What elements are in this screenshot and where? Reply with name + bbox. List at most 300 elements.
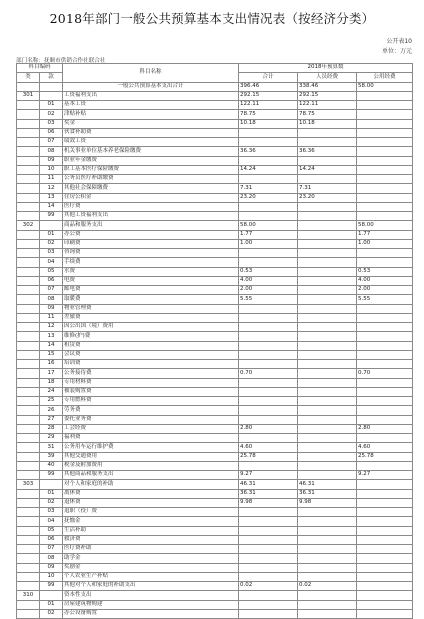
table-row bbox=[17, 286, 413, 295]
table-row bbox=[17, 554, 413, 563]
budget-table bbox=[16, 63, 413, 619]
total-cell bbox=[239, 415, 298, 424]
item-code-cell bbox=[40, 91, 63, 100]
subject-name-cell: 会议费 bbox=[63, 350, 239, 359]
public-cell bbox=[357, 184, 413, 193]
class-code-cell bbox=[17, 369, 40, 378]
total-cell bbox=[239, 387, 298, 396]
class-code-cell bbox=[17, 526, 40, 535]
personnel-cell: 23.20 bbox=[298, 193, 357, 202]
item-code-cell: 39 bbox=[40, 452, 63, 461]
table-row bbox=[17, 582, 413, 591]
subject-name-cell: 租赁费 bbox=[63, 341, 239, 350]
personnel-cell bbox=[298, 138, 357, 147]
subject-name-cell: 办公费 bbox=[63, 230, 239, 239]
total-cell: 58.00 bbox=[239, 221, 298, 230]
public-cell bbox=[357, 600, 413, 609]
table-number: 公开表10 bbox=[386, 38, 412, 45]
item-code-cell: 08 bbox=[40, 554, 63, 563]
total-cell bbox=[239, 332, 298, 341]
public-cell bbox=[357, 480, 413, 489]
subject-name-cell: 其他工资福利支出 bbox=[63, 212, 239, 221]
public-cell: 4.00 bbox=[357, 276, 413, 285]
class-code-cell bbox=[17, 249, 40, 258]
class-code-cell bbox=[17, 406, 40, 415]
item-code-cell: 14 bbox=[40, 202, 63, 211]
subject-name-cell: 伙食补助费 bbox=[63, 128, 239, 137]
personnel-cell: 36.36 bbox=[298, 147, 357, 156]
subject-name-cell: 房屋建筑物购建 bbox=[63, 600, 239, 609]
class-code-cell bbox=[17, 332, 40, 341]
personnel-cell: 9.98 bbox=[298, 498, 357, 507]
item-code-cell: 04 bbox=[40, 517, 63, 526]
total-cell bbox=[239, 323, 298, 332]
subject-name-cell: 电费 bbox=[63, 276, 239, 285]
class-code-cell bbox=[17, 138, 40, 147]
class-code-cell bbox=[17, 286, 40, 295]
subject-name-cell: 医疗费 bbox=[63, 202, 239, 211]
public-cell bbox=[357, 489, 413, 498]
total-cell: 4.00 bbox=[239, 276, 298, 285]
class-code-cell bbox=[17, 267, 40, 276]
item-code-cell: 14 bbox=[40, 341, 63, 350]
total-cell bbox=[239, 434, 298, 443]
subject-name-cell: 其他商品和服务支出 bbox=[63, 471, 239, 480]
personnel-cell bbox=[298, 452, 357, 461]
total-cell bbox=[239, 202, 298, 211]
public-cell bbox=[357, 323, 413, 332]
public-cell bbox=[357, 517, 413, 526]
public-cell: 58.00 bbox=[357, 82, 413, 91]
personnel-cell bbox=[298, 387, 357, 396]
table-row bbox=[17, 424, 413, 433]
class-code-cell bbox=[17, 128, 40, 137]
class-code-cell bbox=[17, 165, 40, 174]
table-row bbox=[17, 165, 413, 174]
public-cell bbox=[357, 360, 413, 369]
personnel-cell: 338.46 bbox=[298, 82, 357, 91]
public-cell bbox=[357, 563, 413, 572]
public-cell: 25.78 bbox=[357, 452, 413, 461]
table-row bbox=[17, 443, 413, 452]
subject-name-cell: 其他对个人和家庭的补助支出 bbox=[63, 582, 239, 591]
class-code-cell bbox=[17, 554, 40, 563]
item-code-cell: 01 bbox=[40, 101, 63, 110]
personnel-cell: 46.31 bbox=[298, 480, 357, 489]
total-cell: 2.00 bbox=[239, 286, 298, 295]
total-cell bbox=[239, 128, 298, 137]
item-code-cell: 09 bbox=[40, 304, 63, 313]
public-cell bbox=[357, 119, 413, 128]
item-code-cell: 01 bbox=[40, 600, 63, 609]
table-body bbox=[17, 82, 413, 619]
item-code-cell: 06 bbox=[40, 535, 63, 544]
item-code-cell: 02 bbox=[40, 498, 63, 507]
class-code-cell bbox=[17, 387, 40, 396]
personnel-cell bbox=[298, 424, 357, 433]
total-cell bbox=[239, 545, 298, 554]
table-row bbox=[17, 101, 413, 110]
item-code-cell: 27 bbox=[40, 415, 63, 424]
total-cell bbox=[239, 554, 298, 563]
public-cell bbox=[357, 434, 413, 443]
class-code-cell bbox=[17, 304, 40, 313]
public-cell bbox=[357, 554, 413, 563]
total-cell: 10.18 bbox=[239, 119, 298, 128]
personnel-cell bbox=[298, 378, 357, 387]
public-cell: 2.80 bbox=[357, 424, 413, 433]
item-code-cell: 07 bbox=[40, 545, 63, 554]
class-code-cell bbox=[17, 434, 40, 443]
class-code-cell bbox=[17, 545, 40, 554]
public-cell: 0.53 bbox=[357, 267, 413, 276]
name-header: 科目名称 bbox=[63, 64, 239, 83]
item-code-cell: 13 bbox=[40, 193, 63, 202]
subject-name-cell: 专用燃料费 bbox=[63, 397, 239, 406]
item-code-cell: 02 bbox=[40, 609, 63, 618]
public-cell bbox=[357, 397, 413, 406]
table-row bbox=[17, 295, 413, 304]
personnel-cell bbox=[298, 600, 357, 609]
class-code-cell bbox=[17, 202, 40, 211]
class-code-cell bbox=[17, 119, 40, 128]
item-code-cell: 17 bbox=[40, 369, 63, 378]
class-code-cell bbox=[17, 82, 40, 91]
item-code-cell bbox=[40, 221, 63, 230]
item-code-cell: 11 bbox=[40, 313, 63, 322]
item-code-cell: 05 bbox=[40, 526, 63, 535]
item-code-cell: 08 bbox=[40, 295, 63, 304]
total-cell: 1.77 bbox=[239, 230, 298, 239]
table-row bbox=[17, 572, 413, 581]
class-code-cell bbox=[17, 582, 40, 591]
subject-name-cell: 生活补助 bbox=[63, 526, 239, 535]
public-cell bbox=[357, 128, 413, 137]
public-cell bbox=[357, 138, 413, 147]
subject-name-cell: 因公出国（境）费用 bbox=[63, 323, 239, 332]
item-code-cell: 09 bbox=[40, 563, 63, 572]
personnel-cell bbox=[298, 369, 357, 378]
class-code-cell bbox=[17, 230, 40, 239]
public-cell bbox=[357, 387, 413, 396]
personnel-cell bbox=[298, 304, 357, 313]
class-code-cell bbox=[17, 360, 40, 369]
personnel-cell bbox=[298, 508, 357, 517]
public-cell bbox=[357, 415, 413, 424]
class-code-cell bbox=[17, 147, 40, 156]
class-code-cell bbox=[17, 498, 40, 507]
total-cell: 0.53 bbox=[239, 267, 298, 276]
public-cell bbox=[357, 526, 413, 535]
total-cell: 396.46 bbox=[239, 82, 298, 91]
subject-name-cell: 培训费 bbox=[63, 360, 239, 369]
subject-name-cell: 对个人和家庭的补助 bbox=[63, 480, 239, 489]
public-cell bbox=[357, 350, 413, 359]
table-row bbox=[17, 471, 413, 480]
department-name: 部门名称：抚顺市供销合作社联合社 bbox=[16, 58, 106, 64]
item-code-cell: 06 bbox=[40, 128, 63, 137]
table-row bbox=[17, 415, 413, 424]
public-cell bbox=[357, 249, 413, 258]
subject-name-cell: 职业年金缴费 bbox=[63, 156, 239, 165]
total-cell: 36.36 bbox=[239, 147, 298, 156]
personnel-cell bbox=[298, 202, 357, 211]
subject-name-cell: 基本工资 bbox=[63, 101, 239, 110]
item-code-cell: 40 bbox=[40, 461, 63, 470]
public-cell bbox=[357, 313, 413, 322]
item-code-cell: 03 bbox=[40, 119, 63, 128]
class-code-cell: 310 bbox=[17, 591, 40, 600]
item-code-cell: 03 bbox=[40, 508, 63, 517]
class-code-cell bbox=[17, 443, 40, 452]
personnel-cell: 36.31 bbox=[298, 489, 357, 498]
personnel-cell bbox=[298, 471, 357, 480]
public-cell bbox=[357, 258, 413, 267]
item-code-cell: 13 bbox=[40, 332, 63, 341]
public-cell bbox=[357, 175, 413, 184]
personnel-cell bbox=[298, 526, 357, 535]
class-code-cell: 303 bbox=[17, 480, 40, 489]
personnel-header: 人员经费 bbox=[298, 73, 357, 82]
class-code-cell bbox=[17, 508, 40, 517]
personnel-cell bbox=[298, 554, 357, 563]
item-code-cell: 11 bbox=[40, 175, 63, 184]
public-cell bbox=[357, 304, 413, 313]
personnel-cell bbox=[298, 323, 357, 332]
unit-label: 单位：万元 bbox=[381, 48, 412, 55]
item-code-cell: 15 bbox=[40, 350, 63, 359]
subject-name-cell: 奖金 bbox=[63, 119, 239, 128]
table-row bbox=[17, 350, 413, 359]
class-code-cell bbox=[17, 193, 40, 202]
table-row bbox=[17, 600, 413, 609]
item-header: 款 bbox=[40, 73, 63, 82]
personnel-cell bbox=[298, 563, 357, 572]
item-code-cell: 12 bbox=[40, 323, 63, 332]
class-code-cell bbox=[17, 295, 40, 304]
subject-name-cell: 津贴补贴 bbox=[63, 110, 239, 119]
item-code-cell bbox=[40, 591, 63, 600]
personnel-cell bbox=[298, 128, 357, 137]
class-code-cell bbox=[17, 101, 40, 110]
personnel-cell bbox=[298, 332, 357, 341]
public-cell bbox=[357, 110, 413, 119]
table-row bbox=[17, 535, 413, 544]
public-cell bbox=[357, 341, 413, 350]
total-cell: 122.11 bbox=[239, 101, 298, 110]
personnel-cell: 10.18 bbox=[298, 119, 357, 128]
table-row bbox=[17, 230, 413, 239]
table-row bbox=[17, 591, 413, 600]
subject-name-cell: 物业管理费 bbox=[63, 304, 239, 313]
public-cell bbox=[357, 332, 413, 341]
item-code-cell: 07 bbox=[40, 286, 63, 295]
class-code-cell bbox=[17, 461, 40, 470]
total-cell: 5.55 bbox=[239, 295, 298, 304]
public-cell bbox=[357, 202, 413, 211]
total-cell bbox=[239, 360, 298, 369]
table-row bbox=[17, 202, 413, 211]
table-row bbox=[17, 323, 413, 332]
subject-name-cell: 退职（役）费 bbox=[63, 508, 239, 517]
item-code-cell: 10 bbox=[40, 165, 63, 174]
personnel-cell bbox=[298, 230, 357, 239]
class-code-cell bbox=[17, 378, 40, 387]
item-code-cell: 99 bbox=[40, 471, 63, 480]
item-code-cell: 04 bbox=[40, 258, 63, 267]
table-row bbox=[17, 221, 413, 230]
personnel-cell bbox=[298, 175, 357, 184]
public-cell: 58.00 bbox=[357, 221, 413, 230]
class-code-cell bbox=[17, 452, 40, 461]
table-row bbox=[17, 276, 413, 285]
total-header: 合计 bbox=[239, 73, 298, 82]
item-code-cell: 09 bbox=[40, 156, 63, 165]
personnel-cell bbox=[298, 313, 357, 322]
class-code-cell bbox=[17, 397, 40, 406]
personnel-cell bbox=[298, 461, 357, 470]
personnel-cell bbox=[298, 406, 357, 415]
table-row bbox=[17, 369, 413, 378]
subject-name-cell: 公务用车运行维护费 bbox=[63, 443, 239, 452]
total-cell bbox=[239, 313, 298, 322]
item-code-cell: 25 bbox=[40, 397, 63, 406]
personnel-cell bbox=[298, 258, 357, 267]
item-code-cell: 02 bbox=[40, 239, 63, 248]
personnel-cell bbox=[298, 286, 357, 295]
class-code-cell bbox=[17, 471, 40, 480]
public-header: 公用经费 bbox=[357, 73, 413, 82]
table-row bbox=[17, 110, 413, 119]
table-row bbox=[17, 387, 413, 396]
table-row bbox=[17, 267, 413, 276]
class-code-cell bbox=[17, 258, 40, 267]
table-row bbox=[17, 313, 413, 322]
item-code-cell: 18 bbox=[40, 378, 63, 387]
table-row bbox=[17, 184, 413, 193]
table-row bbox=[17, 397, 413, 406]
subject-name-cell: 维修(护)费 bbox=[63, 332, 239, 341]
public-cell: 0.70 bbox=[357, 369, 413, 378]
public-cell: 1.77 bbox=[357, 230, 413, 239]
total-cell bbox=[239, 609, 298, 618]
total-cell bbox=[239, 212, 298, 221]
personnel-cell bbox=[298, 443, 357, 452]
item-code-cell: 07 bbox=[40, 138, 63, 147]
total-cell: 36.31 bbox=[239, 489, 298, 498]
personnel-cell: 78.75 bbox=[298, 110, 357, 119]
table-row bbox=[17, 119, 413, 128]
table-row bbox=[17, 175, 413, 184]
public-cell: 9.27 bbox=[357, 471, 413, 480]
personnel-cell bbox=[298, 517, 357, 526]
class-code-cell bbox=[17, 609, 40, 618]
subject-name-cell: 差旅费 bbox=[63, 313, 239, 322]
item-code-cell: 24 bbox=[40, 387, 63, 396]
class-code-cell bbox=[17, 110, 40, 119]
table-row bbox=[17, 193, 413, 202]
subject-name-cell: 取暖费 bbox=[63, 295, 239, 304]
table-row bbox=[17, 360, 413, 369]
class-code-cell bbox=[17, 563, 40, 572]
public-cell: 2.00 bbox=[357, 286, 413, 295]
item-code-cell: 01 bbox=[40, 230, 63, 239]
public-cell bbox=[357, 193, 413, 202]
table-row bbox=[17, 332, 413, 341]
subject-name-cell: 被装购置费 bbox=[63, 387, 239, 396]
item-code-cell: 99 bbox=[40, 582, 63, 591]
personnel-cell: 7.31 bbox=[298, 184, 357, 193]
subject-name-cell: 绩效工资 bbox=[63, 138, 239, 147]
subject-name-cell: 福利费 bbox=[63, 434, 239, 443]
personnel-cell: 0.02 bbox=[298, 582, 357, 591]
subject-name-cell: 离休费 bbox=[63, 489, 239, 498]
public-cell: 5.55 bbox=[357, 295, 413, 304]
subject-name-cell: 手续费 bbox=[63, 258, 239, 267]
header-row-1 bbox=[17, 64, 413, 73]
personnel-cell bbox=[298, 397, 357, 406]
item-code-cell: 26 bbox=[40, 406, 63, 415]
class-code-cell: 301 bbox=[17, 91, 40, 100]
class-code-cell bbox=[17, 276, 40, 285]
item-code-cell bbox=[40, 82, 63, 91]
item-code-cell: 31 bbox=[40, 443, 63, 452]
table-row bbox=[17, 609, 413, 618]
public-cell bbox=[357, 378, 413, 387]
table-row bbox=[17, 128, 413, 137]
subject-name-cell: 印刷费 bbox=[63, 239, 239, 248]
table-row bbox=[17, 563, 413, 572]
total-cell bbox=[239, 406, 298, 415]
item-code-cell: 05 bbox=[40, 267, 63, 276]
total-cell bbox=[239, 350, 298, 359]
table-row bbox=[17, 378, 413, 387]
table-row bbox=[17, 304, 413, 313]
personnel-cell: 292.15 bbox=[298, 91, 357, 100]
subject-name-cell: 专用材料费 bbox=[63, 378, 239, 387]
public-cell bbox=[357, 498, 413, 507]
table-row bbox=[17, 258, 413, 267]
item-code-cell: 06 bbox=[40, 276, 63, 285]
total-cell: 46.31 bbox=[239, 480, 298, 489]
code-header: 科目编码 bbox=[17, 64, 63, 73]
total-cell bbox=[239, 175, 298, 184]
table-row bbox=[17, 212, 413, 221]
subject-name-cell: 水费 bbox=[63, 267, 239, 276]
total-cell bbox=[239, 138, 298, 147]
personnel-cell bbox=[298, 221, 357, 230]
subject-name-cell: 税金及附加费用 bbox=[63, 461, 239, 470]
personnel-cell bbox=[298, 545, 357, 554]
total-cell bbox=[239, 535, 298, 544]
subject-name-cell: 公务接待费 bbox=[63, 369, 239, 378]
personnel-cell bbox=[298, 434, 357, 443]
subject-name-cell: 一般公共预算基本支出合计 bbox=[63, 82, 239, 91]
total-cell: 9.27 bbox=[239, 471, 298, 480]
class-code-cell bbox=[17, 175, 40, 184]
table-row bbox=[17, 489, 413, 498]
total-cell: 0.70 bbox=[239, 369, 298, 378]
table-row bbox=[17, 91, 413, 100]
item-code-cell: 12 bbox=[40, 184, 63, 193]
item-code-cell: 99 bbox=[40, 212, 63, 221]
subject-name-cell: 医疗费补助 bbox=[63, 545, 239, 554]
class-code-cell bbox=[17, 415, 40, 424]
public-cell bbox=[357, 535, 413, 544]
subject-name-cell: 奖励金 bbox=[63, 563, 239, 572]
table-row bbox=[17, 341, 413, 350]
class-code-cell bbox=[17, 517, 40, 526]
